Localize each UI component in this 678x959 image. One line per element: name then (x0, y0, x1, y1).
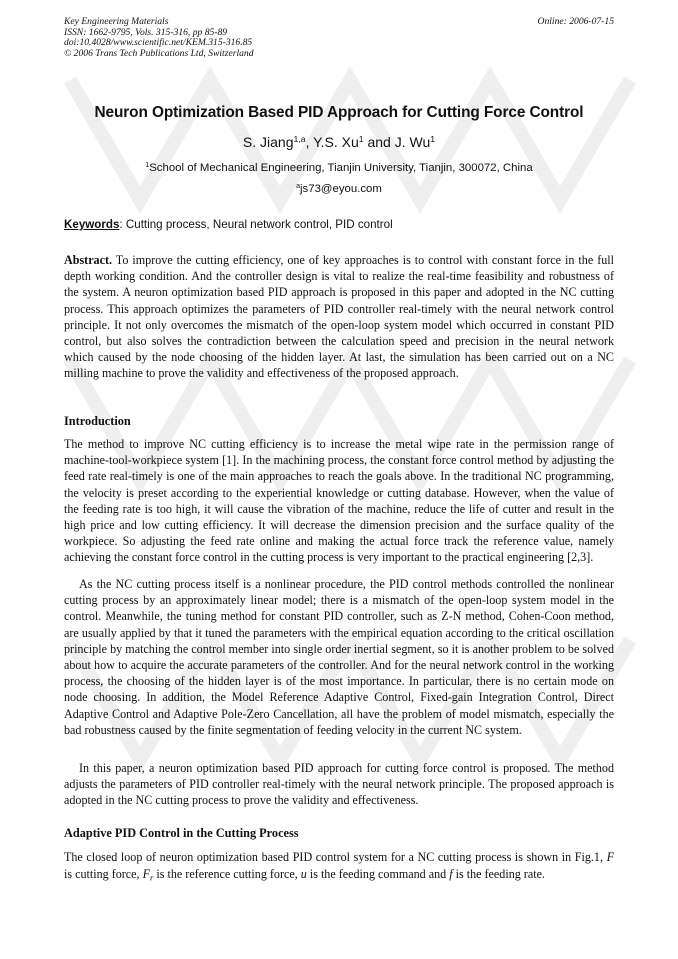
intro-paragraph-3: In this paper, a neuron optimization based PID approach for cutting force control is proposed. The method adjusts the parameters of PID controller real-timely with the neural network principle. The proposed approach is adopted in the NC cutting process to prove the validity and effectiveness. (64, 761, 614, 808)
journal-name: Key Engineering Materials (64, 16, 169, 27)
online-date: Online: 2006-07-15 (537, 16, 614, 27)
author-name: J. Wu (394, 134, 431, 150)
author-name: S. Jiang (242, 134, 294, 150)
keywords-label: Keywords (64, 218, 120, 231)
author-separator: , (305, 134, 314, 150)
keywords-colon: : (119, 218, 123, 231)
symbol-Fr (143, 867, 154, 881)
symbol-Fr-base: F (142, 867, 150, 881)
intro-paragraph-1: The method to improve NC cutting efficiency is to increase the metal wipe rate in the permission range of machine-tool-workpiece system [1]. In the machining process, the constant force control method by adjusting the feed rate real-timely is one of the main approaches to reach the goals above. In the traditional NC programming, the velocity is preset according to the experiential knowledge or cutting database. However, when the value of the feeding rate is too high, it will cause the vibration of the machine, reduce the life of cutter and result in the high price and low cutting efficiency. It will decrease the dimension precision and the surface quality of the workpiece. So adjusting the feed rate online and making the actual force track the reference value, namely achieving the constant force control in the cutting process is very important to the practical engineering [2,3]. (64, 437, 614, 565)
journal-header (64, 17, 614, 59)
symbol-F: F (606, 850, 614, 864)
text-run: is the feeding command and (306, 867, 450, 881)
author-list (0, 134, 678, 150)
symbol-Fr-subscript: r (149, 872, 154, 883)
text-run: The closed loop of neuron optimization based PID control system for a NC cutting process is shown in Fig.1, (64, 850, 607, 864)
text-run: is cutting force, (64, 867, 143, 881)
author-email (0, 183, 678, 195)
copyright-line: © 2006 Trans Tech Publications Ltd, Switzerland (64, 47, 254, 59)
abstract (64, 252, 614, 382)
author-name: Y.S. Xu (313, 134, 359, 150)
symbol-f: f (449, 867, 453, 881)
affiliation-superscript: 1 (145, 162, 150, 170)
affiliation (0, 162, 678, 174)
issn-line: ISSN: 1662-9795, Vols. 315-316, pp 85-89 (64, 26, 228, 38)
paper-title: Neuron Optimization Based PID Approach for Cutting Force Control (94, 104, 584, 121)
abstract-text: To improve the cutting efficiency, one of key approaches is to control with constant force in the full depth working condition. And the controller design is vital to realize the real-time feasibility and robustness of the system. A neuron optimization based PID approach is proposed in this paper and adopted in the NC cutting process. This approach optimizes the parameters of PID controller real-timely with the neural network control principle. It not only overcomes the mismatch of the open-loop system model which occurred in constant PID control, but also solves the contradiction between the calculation speed and precision in the neural network which caused by the node choosing of the hidden layer. At last, the simulation has been carried out on a NC milling machine to prove the validity and effectiveness of the proposed approach. (64, 253, 614, 381)
text-run: is the feeding rate. (452, 867, 545, 881)
author-superscript: 1 (430, 134, 436, 145)
section-heading-adaptive-pid: Adaptive PID Control in the Cutting Process (64, 826, 299, 840)
section-heading-introduction: Introduction (64, 414, 131, 428)
author-superscript: 1 (358, 134, 364, 145)
doi-line: doi:10.4028/www.scientific.net/KEM.315-316.85 (64, 37, 253, 49)
symbol-u: u (300, 867, 307, 881)
abstract-label: Abstract. (64, 253, 113, 267)
intro-paragraph-2: As the NC cutting process itself is a nonlinear procedure, the PID control methods controlled the nonlinear cutting process by an approximately linear model; there is a mismatch of the open-loop system model in the control. Meanwhile, the tuning method for constant PID controller, such as Z-N method, Cohen-Coon method, are usually applied by that it tuned the parameters with the empirical equation according to the critical oscillation principle by matching the control member into single order inertial segment, so it is another problem to be solved about how to acquire the accurate parameters of the controller. And for the neural network control in the working process, the choosing of the hidden layer is of the most importance. In particular, there is no certain mode on node choosing. In addition, the Model Reference Adaptive Control, Fixed-gain Integration Control, Direct Adaptive Control and Adaptive Pole-Zero Cancellation, all have the problem of model mismatch, especially the bad robustness caused by the finite segmentation of feeding velocity in the current NC system. (64, 577, 614, 737)
email-superscript: a (296, 183, 301, 191)
keywords-text: Cutting process, Neural network control, PID control (122, 218, 393, 231)
adaptive-paragraph-1 (64, 849, 614, 883)
email-text: js73@eyou.com (300, 183, 382, 195)
affiliation-text: School of Mechanical Engineering, Tianjin University, Tianjin, 300072, China (149, 162, 533, 174)
keywords-line (64, 218, 614, 231)
author-separator: and (363, 134, 395, 150)
text-run: is the reference cutting force, (153, 867, 301, 881)
author-superscript: 1,a (293, 134, 306, 145)
